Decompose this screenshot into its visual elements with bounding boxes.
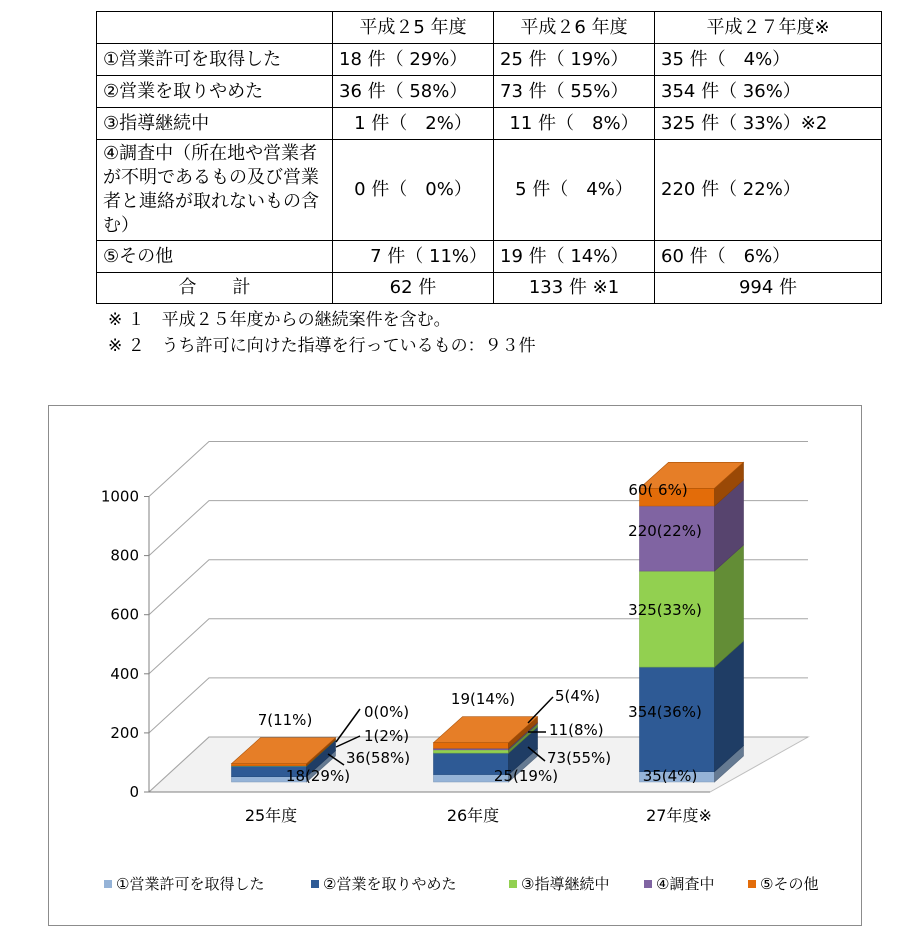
y-tick-label: 0 [129,783,139,801]
data-label: 25(19%) [493,767,559,785]
footnote-1: ※ １ 平成２５年度からの継続案件を含む。 [108,310,451,330]
legend-label: ①営業許可を取得した [116,875,265,893]
data-label: 354(36%) [628,703,702,721]
bar-segment-front [640,571,715,667]
cell-fy25: 1 件（ 2%） [333,108,494,140]
legend-label: ⑤その他 [760,875,819,893]
data-label: 5(4%) [555,687,601,705]
table-header-fy27: 平成２７年度※ [655,12,882,44]
cell-fy27: 220 件（ 22%） [655,140,882,241]
leader-line [528,697,553,723]
row-label: ③指導継続中 [97,108,333,140]
legend-swatch [748,880,756,888]
table-row [97,140,882,241]
table-row [97,76,882,108]
row-label: ①営業許可を取得した [97,44,333,76]
x-category-label: 27年度※ [646,806,712,825]
bar-segment-front [434,743,509,749]
row-label: ④調査中（所在地や営業者が不明であるもの及び営業者と連絡が取れないもの含む） [97,140,333,241]
row-label: ②営業を取りやめた [97,76,333,108]
cell-fy25: 18 件（ 29%） [333,44,494,76]
data-label: 0(0%) [364,703,410,721]
cell-fy26: 73 件（ 55%） [494,76,655,108]
total-fy25: 62 件 [333,273,494,304]
table-header-fy26: 平成２6 年度 [494,12,655,44]
legend-swatch [509,880,517,888]
data-label: 325(33%) [628,601,702,619]
cell-fy27: 60 件（ 6%） [655,241,882,273]
table-row [97,241,882,273]
table-row [97,108,882,140]
legend-swatch [644,880,652,888]
cell-fy25: 36 件（ 58%） [333,76,494,108]
results-table [96,11,882,304]
cell-fy27: 325 件（ 33%）※2 [655,108,882,140]
y-tick-label: 200 [110,723,139,742]
cell-fy27: 354 件（ 36%） [655,76,882,108]
table-header-fy25: 平成２5 年度 [333,12,494,44]
y-tick-label: 600 [110,605,139,624]
legend-label: ④調査中 [656,875,715,893]
y-tick-label: 800 [110,546,139,565]
legend-label: ③指導継続中 [521,875,610,893]
table-total-row [97,273,882,304]
cell-fy25: 7 件（ 11%） [333,241,494,273]
total-label: 合 計 [97,273,333,304]
total-fy26: 133 件 ※1 [494,273,655,304]
data-label: 36(58%) [346,749,411,767]
bar-segment-front [232,764,307,766]
cell-fy26: 25 件（ 19%） [494,44,655,76]
footnote-2: ※ ２ うち許可に向けた指導を行っているもの：９３件 [108,336,536,356]
total-fy27: 994 件 [655,273,882,304]
legend-swatch [104,880,112,888]
legend-label: ②営業を取りやめた [323,875,457,893]
table-row [97,44,882,76]
x-category-label: 26年度 [446,806,500,825]
x-category-label: 25年度 [244,806,298,825]
cell-fy26: 19 件（ 14%） [494,241,655,273]
data-label: 7(11%) [257,711,313,729]
y-tick-label: 1000 [100,487,139,506]
bar-segment-front [434,750,509,753]
data-label: 35(4%) [642,767,698,785]
table-header-empty [97,12,333,44]
stacked-bar-chart [48,405,862,926]
data-label: 220(22%) [628,522,702,540]
table-header-row [97,12,882,44]
cell-fy27: 35 件（ 4%） [655,44,882,76]
cell-fy25: 0 件（ 0%） [333,140,494,241]
cell-fy26: 11 件（ 8%） [494,108,655,140]
data-label: 1(2%) [364,727,410,745]
data-label: 60( 6%) [628,481,688,499]
y-tick-label: 400 [110,664,139,683]
legend-swatch [311,880,319,888]
data-label: 18(29%) [285,767,351,785]
row-label: ⑤その他 [97,241,333,273]
cell-fy26: 5 件（ 4%） [494,140,655,241]
data-label: 73(55%) [547,749,612,767]
data-label: 19(14%) [450,690,516,708]
data-label: 11(8%) [549,721,604,739]
